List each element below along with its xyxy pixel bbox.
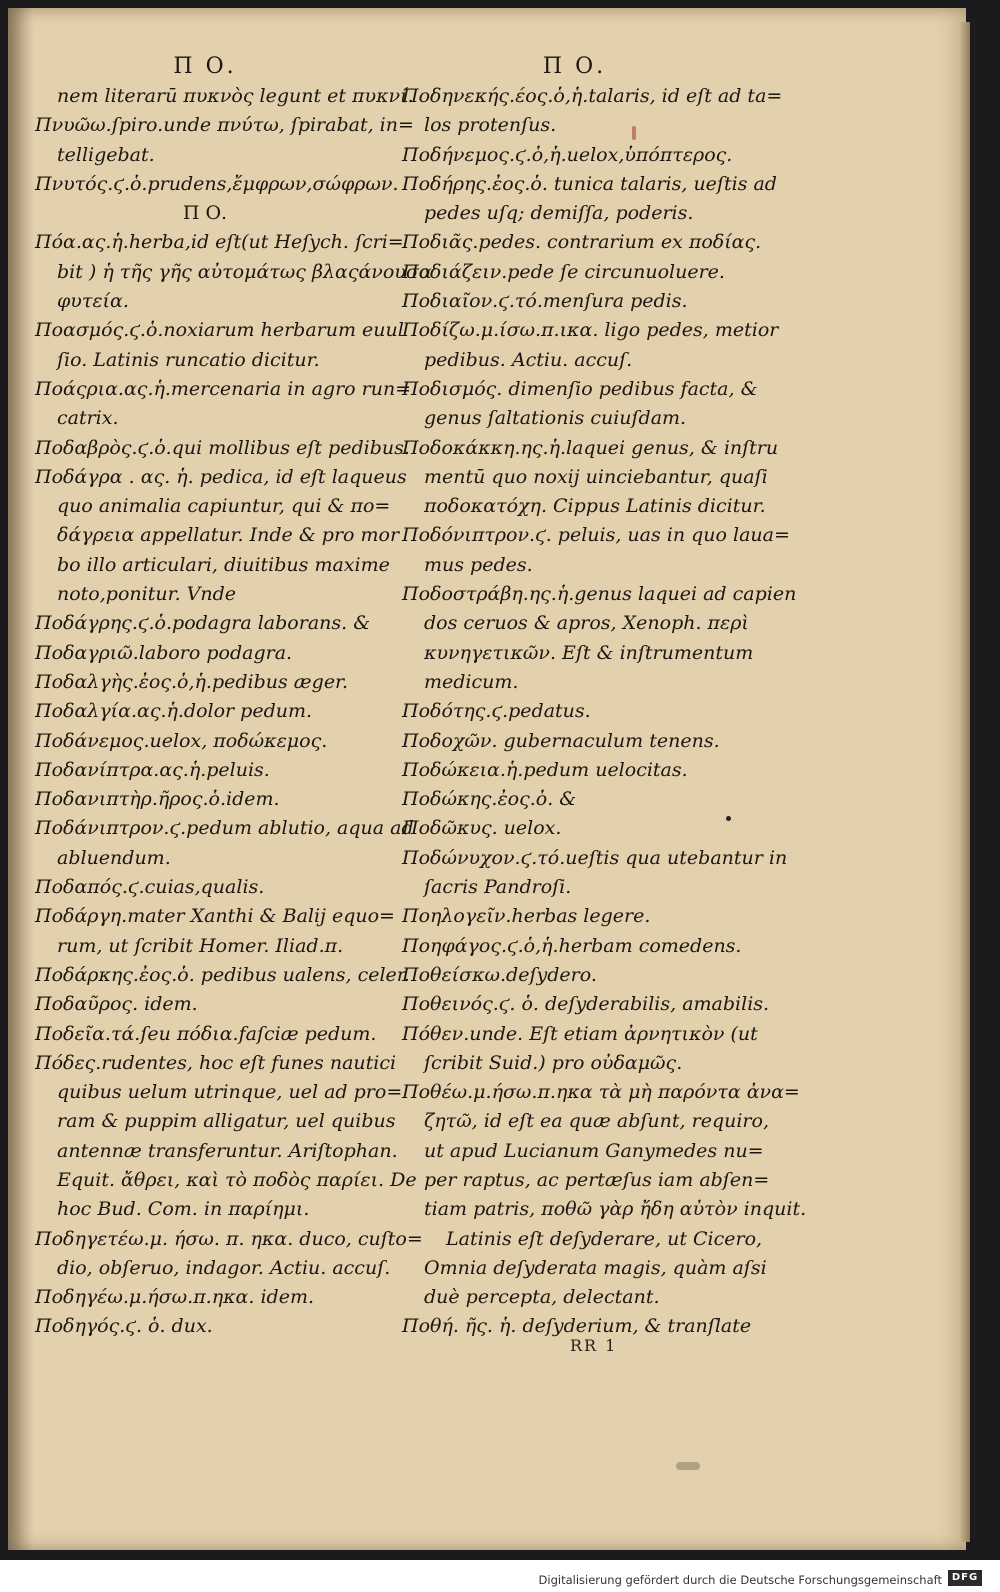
text-line: ſio. Latinis runcatio dicitur. <box>57 348 320 371</box>
right-column <box>402 52 807 1342</box>
text-line: nem literarū πυκνὸς legunt et πυκνί. <box>57 85 414 107</box>
left-entries <box>35 82 432 1342</box>
text-line: Ποδοστράβη.ης.ἡ.genus laquei ad capien <box>402 583 797 606</box>
text-line: Ποδήνεμος.ϛ.ὁ,ἡ.uelox,ὑπόπτερος. <box>402 143 733 166</box>
text-line: Ποδίζω.μ.ίσω.π.ικα. ligo pedes, metior <box>402 319 779 342</box>
text-line: Ποδηγέω.μ.ήσω.π.ηκα. idem. <box>35 1286 315 1309</box>
text-line: Ποδοκάκκη.ης.ἡ.laquei genus, & inſtru <box>402 436 779 459</box>
text-line: Latinis eſt deſyderare, ut Cicero, <box>446 1227 763 1250</box>
text-line: Ποδώκεια.ἡ.pedum uelocitas. <box>402 758 688 781</box>
text-line: Ποδώνυχον.ϛ.τό.ueſtis qua utebantur in <box>402 846 788 869</box>
text-line: Ποθή. ῆς. ἡ. deſyderium, & tranſlate <box>402 1315 752 1338</box>
text-line: antennæ transferuntur. Ariſtophan. <box>57 1139 398 1162</box>
text-line: ſcribit Suid.) pro οὐδαμῶς. <box>424 1051 683 1074</box>
text-line: Ποδοχῶν. gubernaculum tenens. <box>402 729 720 752</box>
text-line: δάγρεια appellatur. Inde & pro mor <box>57 524 400 547</box>
text-line: Ποδανίπτρα.ας.ἡ.peluis. <box>35 758 270 781</box>
text-line: Ποδανιπτὴρ.ῆρος.ὁ.idem. <box>35 788 280 811</box>
text-line: per raptus, ac pertæſus iam abſen= <box>424 1168 770 1191</box>
text-line: Ποδάγρης.ϛ.ὁ.podagra laborans. & <box>35 612 371 635</box>
text-line: dio, obſeruo, indagor. Actiu. accuſ. <box>57 1256 391 1279</box>
text-line: Omnia deſyderata magis, quàm aſsi <box>424 1256 767 1279</box>
text-line: Ποδαλγὴς.ἐος.ὁ,ἡ.pedibus æger. <box>35 670 349 693</box>
text-line: Π Ο. <box>182 202 228 225</box>
text-line: bit ) ἡ τῆς γῆς αὐτομάτως βλαςάνουσα <box>57 260 432 283</box>
text-line: Ποδεῖα.τά.ſeu πόδια.faſciæ pedum. <box>35 1022 377 1045</box>
text-line: Ποδηγός.ϛ. ὁ. dux. <box>35 1315 213 1338</box>
text-line: φυτεία. <box>57 290 129 313</box>
text-line: medicum. <box>424 670 519 693</box>
text-line: Ποδαῦρος. idem. <box>35 993 198 1016</box>
left-column <box>35 52 432 1342</box>
text-line: Ποθεινός.ϛ. ὁ. deſyderabilis, amabilis. <box>402 993 770 1016</box>
text-line: mus pedes. <box>424 553 533 576</box>
text-line: Ποδάνεμος.uelox, ποδώκεμος. <box>35 729 328 752</box>
text-line: Ποδαλγία.ας.ἡ.dolor pedum. <box>35 700 313 723</box>
text-line: Ποδιᾶς.pedes. contrarium ex ποδίας. <box>402 231 762 254</box>
text-line: Ποδηγετέω.μ. ήσω. π. ηκα. duco, cuſto= <box>35 1227 423 1250</box>
text-line: Πόθεν.unde. Eſt etiam ἀρνητικὸν (ut <box>402 1022 758 1045</box>
text-line: catrix. <box>57 407 119 430</box>
text-line: ζητῶ, id eſt ea quæ abſunt, requiro, <box>424 1110 769 1133</box>
text-line: mentū quo noxij uinciebantur, quaſi <box>424 465 768 488</box>
text-line: ut apud Lucianum Ganymedes nu= <box>424 1139 764 1162</box>
text-line: Ποάςρια.ας.ἡ.mercenaria in agro run= <box>35 377 412 400</box>
text-line: Equit. ἄθρει, καὶ τὸ ποδὸς παρίει. De <box>57 1168 417 1191</box>
text-line: Ποδάνιπτρον.ϛ.pedum ablutio, aqua ad <box>35 817 414 840</box>
text-line: genus ſaltationis cuiuſdam. <box>424 407 687 430</box>
text-line: pedes uſq; demiſſa, poderis. <box>424 202 694 225</box>
text-line: Ποδάρκης.ἐος.ὁ. pedibus ualens, celer. <box>35 963 410 986</box>
text-line: Ποδισμός. dimenſio pedibus facta, & <box>402 377 758 400</box>
text-line: quo animalia capiuntur, qui & πο= <box>57 495 391 518</box>
right-entries <box>402 82 807 1342</box>
text-line: Ποδάργη.mater Xanthi & Balij equo= <box>35 905 395 928</box>
text-line: Ποηφάγος.ϛ.ὁ,ἡ.herbam comedens. <box>402 934 742 957</box>
text-line: pedibus. Actiu. accuſ. <box>424 348 633 371</box>
text-line: ſacris Pandroſi. <box>424 876 572 899</box>
text-line: abluendum. <box>57 846 171 869</box>
text-line: Ποδήρης.ἐος.ὁ. tunica talaris, ueſtis ad <box>402 172 777 195</box>
text-line: telligebat. <box>57 143 155 166</box>
text-line: dos ceruos & apros, Xenoph. περὶ <box>424 612 749 635</box>
text-line: Ποθείσκω.deſydero. <box>402 963 597 986</box>
ink-smudge <box>676 1462 700 1470</box>
text-line: noto,ponitur. Vnde <box>57 583 237 606</box>
signature-mark: RR 1 <box>570 1336 618 1355</box>
text-line: Ποδαβρὸς.ϛ.ὁ.qui mollibus eſt pedibus. <box>35 436 410 459</box>
right-running-header: Π Ο. <box>542 54 607 79</box>
text-line: Ποασμός.ϛ.ὁ.noxiarum herbarum euul <box>35 319 404 342</box>
left-running-header: Π Ο. <box>173 54 237 79</box>
text-line: Ποδώκης.ἐος.ὁ. & <box>402 788 577 811</box>
text-line: bo illo articulari, diuitibus maxime <box>57 553 390 576</box>
text-line: Ποδῶκυς. uelox. <box>402 817 562 840</box>
page-edge <box>960 22 970 1542</box>
text-line: Ποδότης.ϛ.pedatus. <box>402 700 591 723</box>
text-line: hoc Bud. Com. in παρίημι. <box>57 1198 310 1221</box>
text-line: los protenſus. <box>424 114 557 137</box>
text-line: ποδοκατόχη. Cippus Latinis dicitur. <box>424 495 766 518</box>
text-line: Ποηλογεῖν.herbas legere. <box>402 905 651 928</box>
text-line: Ποδόνιπτρον.ϛ. peluis, uas in quo laua= <box>402 524 790 547</box>
text-line: Πόα.ας.ἡ.herba,id eſt(ut Heſych. ſcri= <box>35 231 404 254</box>
text-line: Ποδιάζειν.pede ſe circunuoluere. <box>402 260 725 283</box>
text-line: Ποδαγριῶ.laboro podagra. <box>35 641 293 664</box>
text-line: κυνηγετικῶν. Eſt & inſtrumentum <box>424 641 754 664</box>
text-line: Ποδιαῖον.ϛ.τό.menſura pedis. <box>402 290 688 313</box>
text-line: Πνυῶω.ſpiro.unde πνύτω, ſpirabat, in= <box>35 114 414 137</box>
dfg-logo: DFG <box>948 1570 982 1586</box>
text-line: Πόδες.rudentes, hoc eſt funes nautici <box>35 1051 397 1074</box>
footer-credit: Digitalisierung gefördert durch die Deutsche Forschungsgemeinschaft <box>538 1573 942 1587</box>
gutter-shadow <box>8 8 34 1550</box>
text-line: Ποδηνεκής.έος.ὁ,ἡ.talaris, id eſt ad ta= <box>402 85 783 107</box>
text-line: tiam patris, ποθῶ γὰρ ἤδη αὐτὸν inquit. <box>424 1198 807 1221</box>
text-line: rum, ut ſcribit Homer. Iliad.π. <box>57 934 344 957</box>
text-line: Πνυτός.ϛ.ὁ.prudens,ἔμφρων,σώφρων. <box>35 172 399 195</box>
text-line: Ποθέω.μ.ήσω.π.ηκα τὰ μὴ παρόντα ἀνα= <box>402 1081 800 1104</box>
text-line: quibus uelum utrinque, uel ad pro= <box>57 1081 403 1104</box>
text-line: ram & puppim alligatur, uel quibus <box>57 1110 396 1133</box>
text-line: Ποδάγρα . ας. ἡ. pedica, id eſt laqueus <box>35 465 407 488</box>
text-line: Ποδαπός.ϛ.cuias,qualis. <box>35 876 265 899</box>
text-line: duè percepta, delectant. <box>424 1286 660 1309</box>
